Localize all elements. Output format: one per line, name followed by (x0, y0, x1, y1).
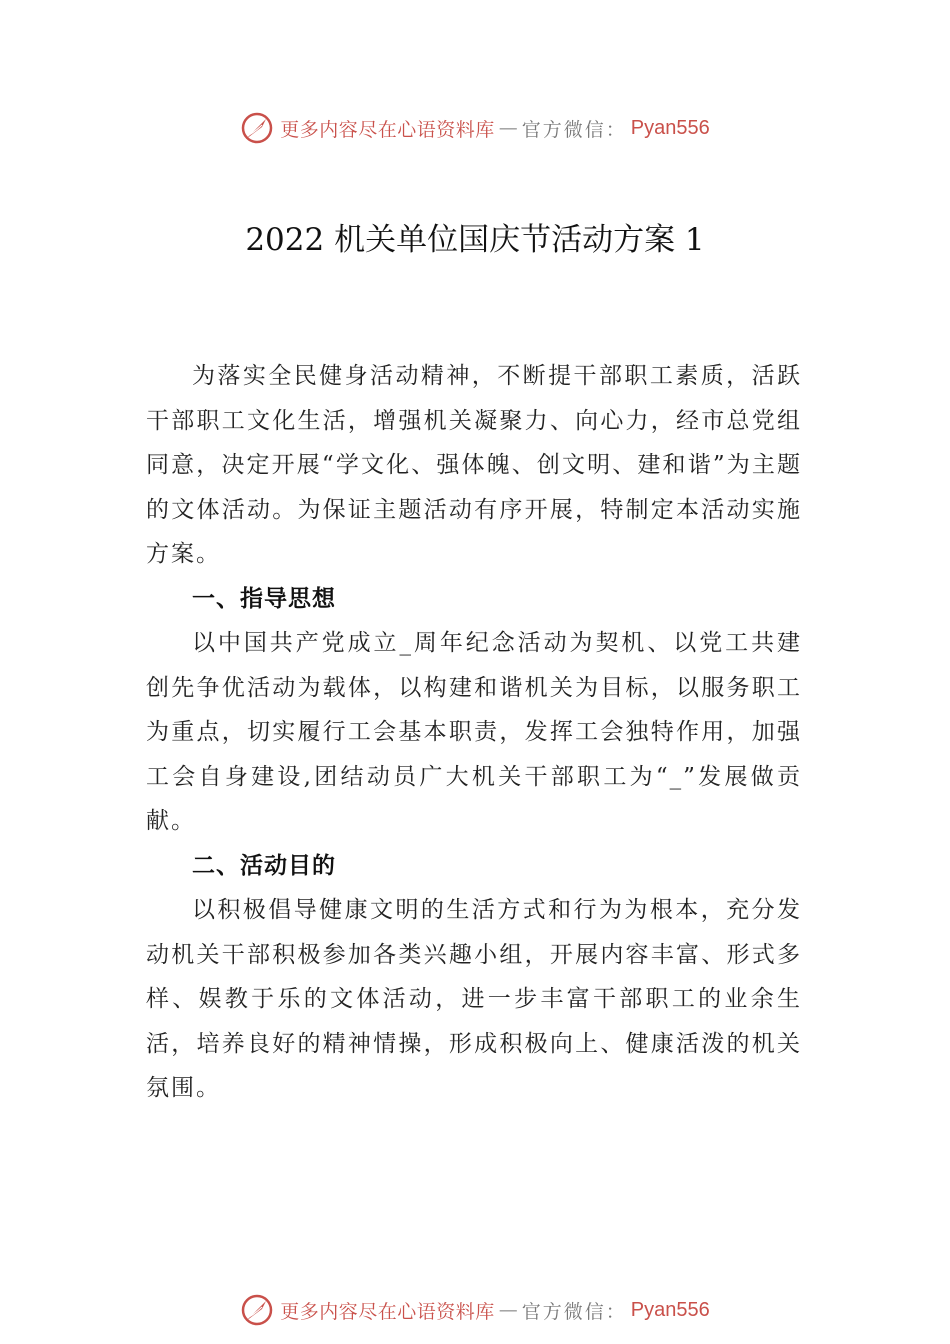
watermark-label: 官方微信： (521, 1300, 627, 1323)
watermark-label: 官方微信： (521, 118, 627, 141)
section-heading: 一、指导思想 (192, 585, 336, 612)
section-heading: 二、活动目的 (192, 852, 336, 879)
watermark-dash: — (498, 1299, 518, 1321)
watermark-dash: — (498, 117, 518, 139)
watermark-text: 更多内容尽在心语资料库 (280, 1300, 495, 1323)
watermark-wechat-id: Pyan556 (630, 1298, 710, 1321)
quill-logo-icon (240, 111, 274, 145)
section-paragraph: 以中国共产党成立_周年纪念活动为契机、以党工共建创先争优活动为载体，以构建和谐机关为目标，以服务职工为重点，切实履行工会基本职责，发挥工会独特作用，加强工会自身建设,团结动员广大机关干部职工为“_”发展做贡献。 (146, 630, 802, 834)
section-paragraph: 以积极倡导健康文明的生活方式和行为为根本，充分发动机关干部积极参加各类兴趣小组，开展内容丰富、形式多样、娱教于乐的文体活动，进一步丰富干部职工的业余生活，培养良好的精神情操，形成积极向上、健康活泼的机关氛围。 (146, 897, 802, 1101)
watermark-text: 更多内容尽在心语资料库 (280, 118, 495, 141)
quill-logo-icon (240, 1293, 274, 1327)
intro-paragraph: 为落实全民健身活动精神，不断提干部职工素质，活跃干部职工文化生活，增强机关凝聚力、向心力，经市总党组同意，决定开展“学文化、强体魄、创文明、建和谐”为主题的文体活动。为保证主题活动有序开展，特制定本活动实施方案。 (146, 363, 802, 567)
document-body (146, 354, 802, 1111)
watermark-footer (0, 1290, 950, 1330)
watermark-wechat-id: Pyan556 (630, 116, 710, 139)
watermark-header (0, 108, 950, 148)
page-title: 2022 机关单位国庆节活动方案 1 (245, 222, 705, 258)
